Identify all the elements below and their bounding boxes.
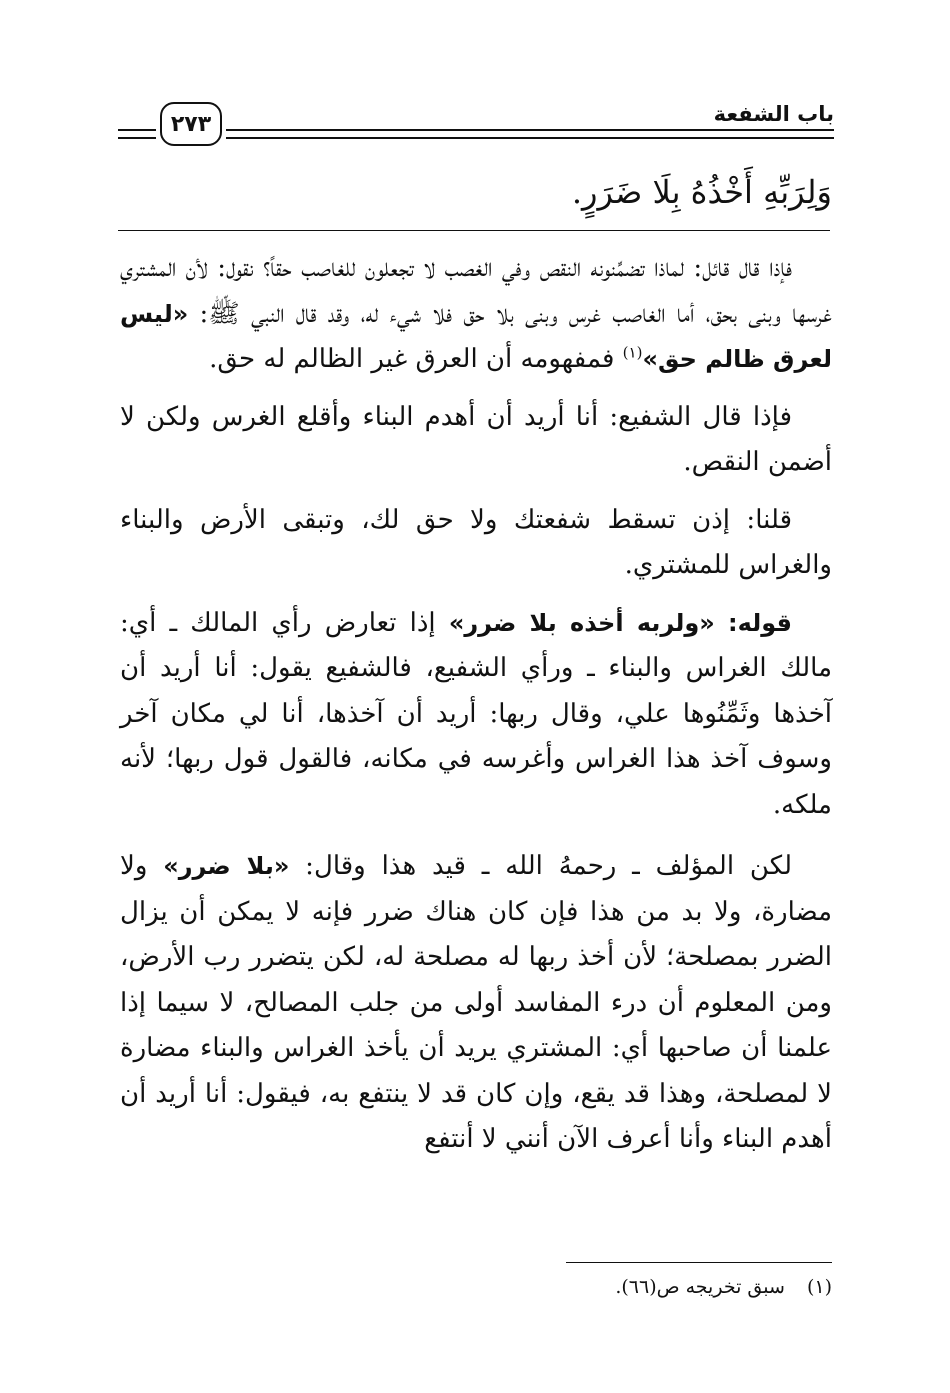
- footnote-text: سبق تخريجه ص(٦٦).: [615, 1276, 785, 1298]
- paragraph-4: [120, 601, 832, 829]
- footnote-divider: [566, 1262, 832, 1263]
- paragraph-2: فإذا قال الشفيع: أنا أريد أن أهدم البناء وأقلع الغرس ولكن لا أضمن النقص.: [120, 401, 832, 477]
- paragraph-1-text-b: فمفهومه أن العرق غير الظالم له حق.: [209, 344, 623, 374]
- paragraph-5-text-b: ولا مضارة، ولا بد من هذا فإن كان هناك ضرر فإنه لا يمكن أن يزال الضرر بمصلحة؛ لأن أخذ ربها له مصلحة له، لكن يتضرر رب الأرض، ومن المعلوم أن درء المفاسد أولى من جلب المصالح، لا سيما إذا علمنا أن صاحبها أي: المشتري يريد أن يأخذ الغراس والبناء مضارة لا لمصلحة، وهذا قد يقع، وإن كان قد لا ينتفع به، فيقول: أنا أريد أن أهدم البناء وأنا أعرف الآن أنني لا أنتفع: [120, 851, 832, 1154]
- header-rule: [226, 129, 834, 139]
- footnote-ref: (١): [622, 343, 643, 362]
- commentary-body: [120, 246, 832, 1175]
- paragraph-5: [120, 844, 832, 1163]
- paragraph-1: [120, 246, 832, 383]
- paragraph-5-text-a: لكن المؤلف ـ رحمهُ الله ـ قيد هذا وقال:: [289, 851, 792, 881]
- footnote: [615, 1272, 832, 1302]
- page-header: [118, 96, 834, 156]
- page-number: ٢٧٣: [160, 102, 222, 146]
- paragraph-1-text-a: فإذا قال قائل: لماذا تضمِّنونه النقص وفي الغصب لا تجعلون للغاصب حقاً؟ نقول: لأن المشتري غرسها وبنى بحق، أما الغاصب غرس وبنى بلا حق فلا شيء له، وقد قال النبي ﷺ:: [120, 253, 832, 329]
- hadith-quote: «ليس لعرق ظالم حق»: [120, 299, 832, 373]
- quote-label: قوله: «ولربه أخذه بلا ضرر»: [448, 608, 792, 637]
- chapter-title: باب الشفعة: [713, 102, 834, 126]
- paragraph-4-text: إذا تعارض رأي المالك ـ أي: مالك الغراس والبناء ـ ورأي الشفيع، فالشفيع يقول: أنا أريد أن آخذها وثَمِّنُوها علي، وقال ربها: أريد أن آخذها، أنا لي مكان آخر وسوف آخذ هذا الغراس وأغرسه في مكانه، فالقول قول ربها؛ لأنه ملكه.: [120, 607, 832, 820]
- footnote-mark: (١): [806, 1276, 832, 1298]
- paragraph-3: قلنا: إذن تسقط شفعتك ولا حق لك، وتبقى الأرض والبناء والغراس للمشتري.: [120, 504, 832, 580]
- matn-text: وَلِرَبِّهِ أَخْذُهُ بِلَا ضَرَرٍ.: [571, 173, 832, 211]
- quote-no-harm: «بلا ضرر»: [163, 852, 290, 880]
- header-rule-left: [118, 129, 156, 139]
- matn-divider: [118, 230, 830, 231]
